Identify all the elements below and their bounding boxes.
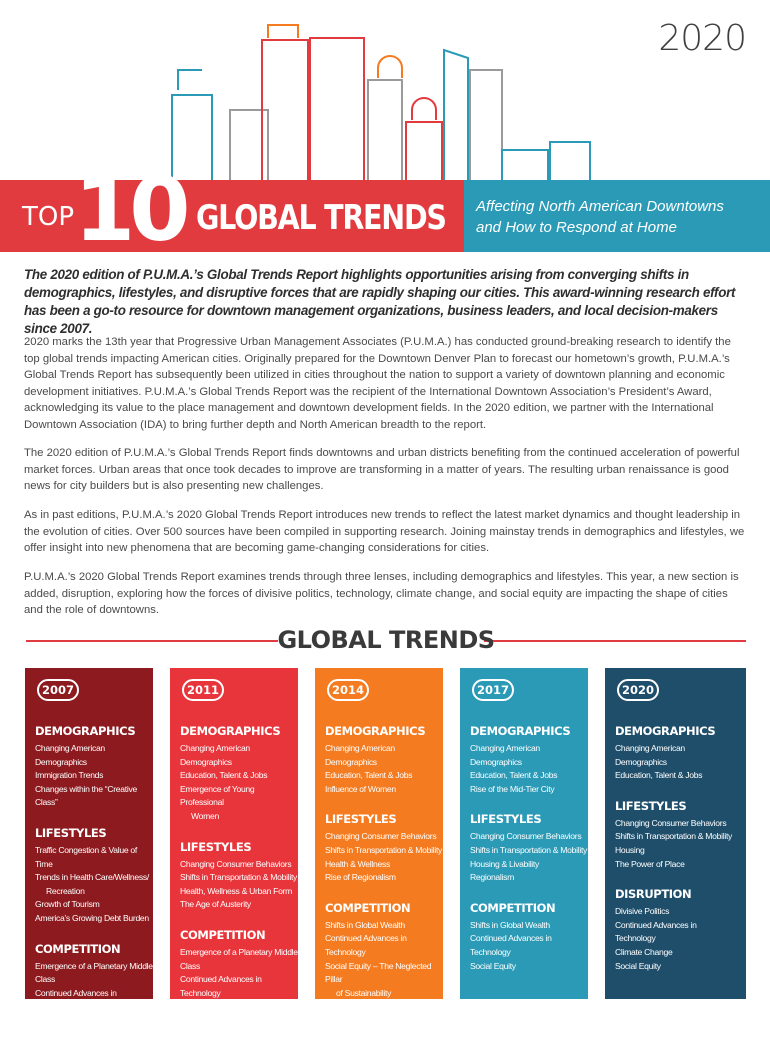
- trend-item: America’s Growing Debt Burden: [35, 912, 153, 926]
- trend-item: Shifts in Transportation & Mobility: [615, 830, 733, 844]
- trend-item: Women: [180, 810, 298, 824]
- intro-statement: The 2020 edition of P.U.M.A.’s Global Trends Report highlights opportunities arising from converging shifts in demographics, lifestyles, and disruptive forces that are rapidly shaping our cities. This award-winning research effort has been a go-to resource for downtown management organizations, business leaders, and local decision-makers since 2007.: [24, 266, 750, 338]
- trend-item: Changing Consumer Behaviors: [470, 830, 588, 844]
- year-badge: 2017: [472, 679, 514, 701]
- trend-item: Rise of Regionalism: [325, 871, 443, 885]
- trend-item: Housing & Livability: [470, 858, 588, 872]
- trend-item: Shifts in Global Wealth: [470, 919, 588, 933]
- trend-item: Changing American Demographics: [35, 742, 153, 769]
- trend-item: The Age of Austerity: [180, 898, 298, 912]
- category-title: COMPETITION: [325, 901, 443, 915]
- trend-item: Changes within the “Creative Class”: [35, 783, 153, 810]
- trend-item: Influence of Women: [325, 783, 443, 797]
- trend-item: Climate Change: [615, 946, 733, 960]
- trend-item: Changing Consumer Behaviors: [325, 830, 443, 844]
- trend-item: Changing American Demographics: [470, 742, 588, 769]
- trend-item: Recreation: [35, 885, 153, 899]
- trend-item: Immigration Trends: [35, 769, 153, 783]
- trend-item: Shifts in Transportation & Mobility: [180, 871, 298, 885]
- year-badge: 2020: [617, 679, 659, 701]
- body-paragraph-1: 2020 marks the 13th year that Progressive Urban Management Associates (P.U.M.A.) has conducted ground-breaking research to identify the top global trends impacting American cities. Originally prepared for the Downtown Denver Plan to forecast our hometown’s growth, P.U.M.A.’s Global Trends Report has subsequently been utilized in cities throughout the nation to support a variety of downtown planning and economic development initiatives. P.U.M.A.’s Global Trends Report was the recipient of the International Downtown Association’s President’s Award, acknowledging its value to the place management and downtown development fields. In the 2020 edition, we partner with the International Downtown Association (IDA) to bring further depth and North American breadth to the report.: [24, 334, 748, 433]
- trend-item: Education, Talent & Jobs: [470, 769, 588, 783]
- trend-item: Sustainability Mainstreamed: [180, 1000, 298, 1014]
- category-title: COMPETITION: [470, 901, 588, 915]
- trend-item: Social Equity: [470, 960, 588, 974]
- trend-item: Education, Talent & Jobs: [180, 769, 298, 783]
- trend-item: Continued Advances in Technology: [470, 932, 588, 959]
- trend-item: Changing American Demographics: [615, 742, 733, 769]
- category-title: DEMOGRAPHICS: [470, 724, 588, 738]
- trend-item: Education, Talent & Jobs: [325, 769, 443, 783]
- trend-item: The Power of Place: [615, 858, 733, 872]
- category-title: LIFESTYLES: [615, 799, 733, 813]
- trend-item: Shifts in Transportation & Mobility: [470, 844, 588, 858]
- trend-item: Growth of Tourism: [35, 898, 153, 912]
- category-title: LIFESTYLES: [470, 812, 588, 826]
- trend-item: Changing American Demographics: [180, 742, 298, 769]
- trend-item: Education, Talent & Jobs: [615, 769, 733, 783]
- trend-column-2014: [315, 668, 443, 999]
- trend-list: [325, 724, 443, 1000]
- trend-item: Emergence of Young Professional: [180, 783, 298, 810]
- trend-list: [180, 724, 298, 1014]
- trend-item: Continued Advances in Technology: [615, 919, 733, 946]
- trend-list: [615, 724, 733, 973]
- trend-item: Continued Advances in Technology: [325, 932, 443, 959]
- body-paragraph-3: As in past editions, P.U.M.A.’s 2020 Global Trends Report introduces new trends to reflect the latest market dynamics and thought leadership in the evolution of cities. Over 500 sources have been compiled in supporting research. Joining mainstay trends in demographics and lifestyles, we offer insight into new phenomena that are becoming game-changing considerations for cities.: [24, 507, 748, 557]
- trend-item: Emergence of a Planetary Middle Class: [180, 946, 298, 973]
- trend-item: Divisive Politics: [615, 905, 733, 919]
- trend-item: Shifts in Global Wealth: [325, 919, 443, 933]
- trend-item: Changing Consumer Behaviors: [180, 858, 298, 872]
- year-badge: 2014: [327, 679, 369, 701]
- trend-item: Environmentalism, Sustainability,: [35, 1014, 153, 1028]
- global-trends-section-header: [26, 626, 746, 656]
- category-title: DEMOGRAPHICS: [35, 724, 153, 738]
- trend-list: [35, 724, 153, 1041]
- trend-item: Emergence of a Planetary Middle Class: [35, 960, 153, 987]
- trend-item: Social Equity – The Neglected Pillar: [325, 960, 443, 987]
- ten-number: 10: [74, 166, 184, 254]
- subtitle-line-2: and How to Respond at Home: [476, 217, 766, 238]
- subtitle-line-1: Affecting North American Downtowns: [476, 196, 766, 217]
- edition-year: 2020: [658, 18, 746, 59]
- year-badge: 2011: [182, 679, 224, 701]
- trend-column-2017: [460, 668, 588, 999]
- body-paragraph-4: P.U.M.A.’s 2020 Global Trends Report examines trends through three lenses, including demographics and lifestyles. This year, a new section is added, disruption, exploring how the forces of divisive politics, technology, climate change, and social equity are impacting the shape of cities and the role of downtowns.: [24, 569, 748, 619]
- trend-item: Continued Advances in Technology: [180, 973, 298, 1000]
- category-title: LIFESTYLES: [35, 826, 153, 840]
- category-title: DISRUPTION: [615, 887, 733, 901]
- trend-item: Traffic Congestion & Value of Time: [35, 844, 153, 871]
- top-label: TOP: [22, 202, 74, 232]
- category-title: LIFESTYLES: [180, 840, 298, 854]
- category-title: DEMOGRAPHICS: [180, 724, 298, 738]
- global-trends-heading: GLOBAL TRENDS: [26, 626, 746, 654]
- trend-item: Health, Wellness & Urban Form: [180, 885, 298, 899]
- top-ten-banner: [0, 180, 770, 252]
- banner-title: GLOBAL TRENDS: [196, 198, 446, 238]
- trend-list: [470, 724, 588, 973]
- trend-item: Housing: [615, 844, 733, 858]
- trend-item: Rise of the Mid-Tier City: [470, 783, 588, 797]
- category-title: LIFESTYLES: [325, 812, 443, 826]
- year-badge: 2007: [37, 679, 79, 701]
- category-title: COMPETITION: [35, 942, 153, 956]
- banner-subtitle: [476, 196, 766, 238]
- trend-item: Shifts in Transportation & Mobility: [325, 844, 443, 858]
- trend-item: Trends in Health Care/Wellness/: [35, 871, 153, 885]
- category-title: DEMOGRAPHICS: [325, 724, 443, 738]
- trend-item: of Sustainability: [325, 987, 443, 1001]
- trend-column-2011: [170, 668, 298, 999]
- trend-item: Health & Wellness: [325, 858, 443, 872]
- trend-item: Climate Change: [35, 1028, 153, 1041]
- body-paragraph-2: The 2020 edition of P.U.M.A.’s Global Trends Report finds downtowns and urban districts benefiting from the continued acceleration of powerful market forces. Urban areas that once took decades to improve are transforming in a matter of years. The resulting urban renaissance is good news for city builders but is also presenting new challenges.: [24, 445, 748, 495]
- trend-item: Continued Advances in Technology,: [35, 987, 153, 1014]
- trend-item: Changing Consumer Behaviors: [615, 817, 733, 831]
- trend-item: Regionalism: [470, 871, 588, 885]
- trend-item: Social Equity: [615, 960, 733, 974]
- city-skyline-illustration: [150, 10, 610, 190]
- category-title: COMPETITION: [180, 928, 298, 942]
- trend-column-2007: [25, 668, 153, 999]
- trend-column-2020: [605, 668, 746, 999]
- trend-item: Changing American Demographics: [325, 742, 443, 769]
- category-title: DEMOGRAPHICS: [615, 724, 733, 738]
